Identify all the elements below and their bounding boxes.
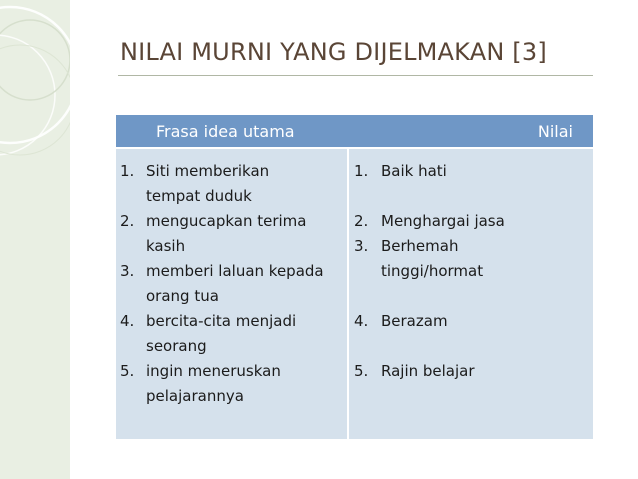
list-text-line: kasih bbox=[146, 237, 186, 255]
table-row bbox=[116, 148, 593, 439]
list-number: 4. bbox=[354, 312, 369, 330]
list-number: 4. bbox=[120, 312, 135, 330]
list-text-line: seorang bbox=[146, 337, 207, 355]
value-list bbox=[349, 149, 593, 384]
list-text-line bbox=[381, 184, 593, 209]
list-text-line: Menghargai jasa bbox=[381, 212, 505, 230]
list-text-line: tempat duduk bbox=[146, 187, 252, 205]
phrase-item bbox=[120, 309, 347, 359]
list-number: 3. bbox=[120, 262, 135, 280]
title-divider bbox=[118, 75, 593, 76]
list-text-line: Baik hati bbox=[381, 162, 447, 180]
list-text-line: orang tua bbox=[146, 287, 219, 305]
value-cell bbox=[348, 148, 593, 439]
header-frasa: Frasa idea utama bbox=[116, 115, 348, 148]
phrase-item bbox=[120, 359, 347, 409]
list-number: 5. bbox=[354, 362, 369, 380]
list-text-line: bercita-cita menjadi bbox=[146, 312, 297, 330]
list-text-line: ingin meneruskan bbox=[146, 362, 281, 380]
list-text-line: Berazam bbox=[381, 312, 448, 330]
phrase-list bbox=[116, 149, 347, 409]
list-number: 1. bbox=[354, 162, 369, 180]
list-text-line: memberi laluan kepada bbox=[146, 262, 324, 280]
value-item bbox=[354, 209, 593, 234]
value-item bbox=[354, 159, 593, 209]
list-number: 2. bbox=[120, 212, 135, 230]
list-number: 3. bbox=[354, 237, 369, 255]
list-number: 1. bbox=[120, 162, 135, 180]
phrase-item bbox=[120, 259, 347, 309]
list-text-line: Siti memberikan bbox=[146, 162, 270, 180]
list-text-line: mengucapkan terima bbox=[146, 212, 307, 230]
list-text-line: Berhemah bbox=[381, 237, 459, 255]
table-header-row bbox=[116, 115, 593, 148]
list-text-line: Rajin belajar bbox=[381, 362, 475, 380]
phrase-item bbox=[120, 159, 347, 209]
value-item bbox=[354, 309, 593, 359]
value-item bbox=[354, 234, 593, 309]
list-text-line bbox=[381, 284, 593, 309]
phrase-item bbox=[120, 209, 347, 259]
decorative-left-band bbox=[0, 0, 70, 479]
list-text-line: tinggi/hormat bbox=[381, 262, 484, 280]
list-text-line bbox=[381, 334, 593, 359]
value-item bbox=[354, 359, 593, 384]
header-nilai: Nilai bbox=[348, 115, 593, 148]
list-number: 2. bbox=[354, 212, 369, 230]
page-title: NILAI MURNI YANG DIJELMAKAN [3] bbox=[120, 38, 547, 66]
circle-ornament-icon bbox=[0, 0, 70, 479]
values-table bbox=[116, 115, 593, 439]
list-number: 5. bbox=[120, 362, 135, 380]
list-text-line: pelajarannya bbox=[146, 387, 244, 405]
phrase-cell bbox=[116, 148, 348, 439]
